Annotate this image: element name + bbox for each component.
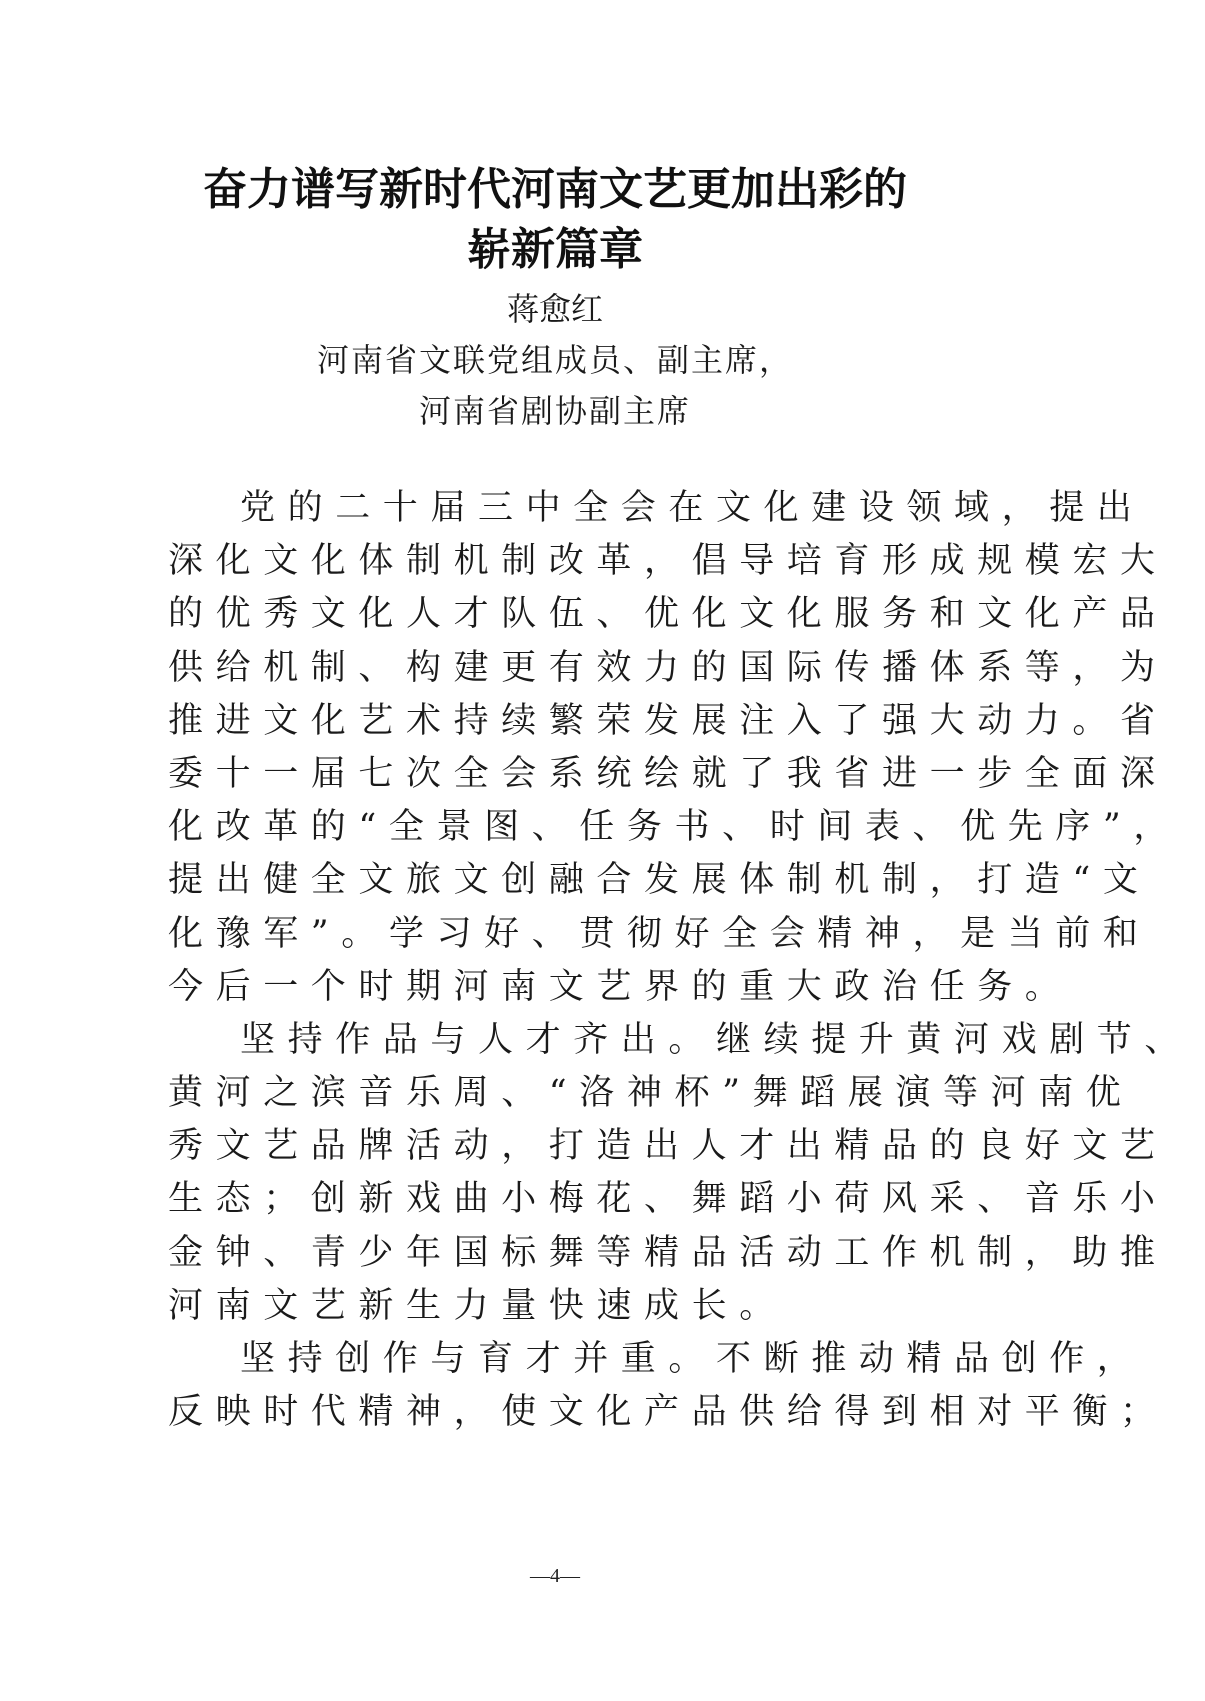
body-line: 河南文艺新生力量快速成长。 xyxy=(168,1285,787,1326)
body-line: 的优秀文化人才队伍、优化文化服务和文化产品 xyxy=(168,594,1168,635)
body-line: 化豫军”。学习好、贯彻好全会精神，是当前和 xyxy=(168,913,1151,954)
body-line: 金钟、青少年国标舞等精品活动工作机制，助推 xyxy=(168,1232,1168,1273)
page-number: —4— xyxy=(530,1565,580,1587)
body-line: 坚持作品与人才齐出。继续提升黄河戏剧节、 xyxy=(240,1019,1193,1060)
body-line: 秀文艺品牌活动，打造出人才出精品的良好文艺 xyxy=(168,1126,1168,1167)
article-title-line-2: 崭新篇章 xyxy=(467,224,643,275)
author-affiliation-line-1: 河南省文联党组成员、副主席， xyxy=(316,341,793,379)
body-line: 供给机制、构建更有效力的国际传播体系等，为 xyxy=(168,647,1168,688)
body-line: 坚持创作与育才并重。不断推动精品创作， xyxy=(240,1339,1145,1379)
author-affiliation-line-2: 河南省剧协副主席 xyxy=(418,392,691,430)
body-line: 化改革的“全景图、任务书、时间表、优先序”， xyxy=(168,807,1181,848)
author-name: 蒋愈红 xyxy=(506,290,603,328)
body-line: 反映时代精神，使文化产品供给得到相对平衡； xyxy=(168,1392,1168,1433)
body-line: 黄河之滨音乐周、“洛神杯”舞蹈展演等河南优 xyxy=(168,1073,1134,1114)
body-line: 深化文化体制机制改革，倡导培育形成规模宏大 xyxy=(168,541,1168,582)
body-line: 今后一个时期河南文艺界的重大政治任务。 xyxy=(168,966,1073,1007)
body-line: 推进文化艺术持续繁荣发展注入了强大动力。省 xyxy=(168,700,1168,741)
article-title-line-1: 奋力谱写新时代河南文艺更加出彩的 xyxy=(203,164,907,215)
body-line: 委十一届七次全会系统绘就了我省进一步全面深 xyxy=(168,753,1168,794)
body-line: 提出健全文旅文创融合发展体制机制，打造“文 xyxy=(168,860,1151,901)
body-line: 生态；创新戏曲小梅花、舞蹈小荷风采、音乐小 xyxy=(168,1179,1168,1220)
article-body xyxy=(168,482,1193,1439)
body-line: 党的二十届三中全会在文化建设领域，提出 xyxy=(240,488,1145,528)
